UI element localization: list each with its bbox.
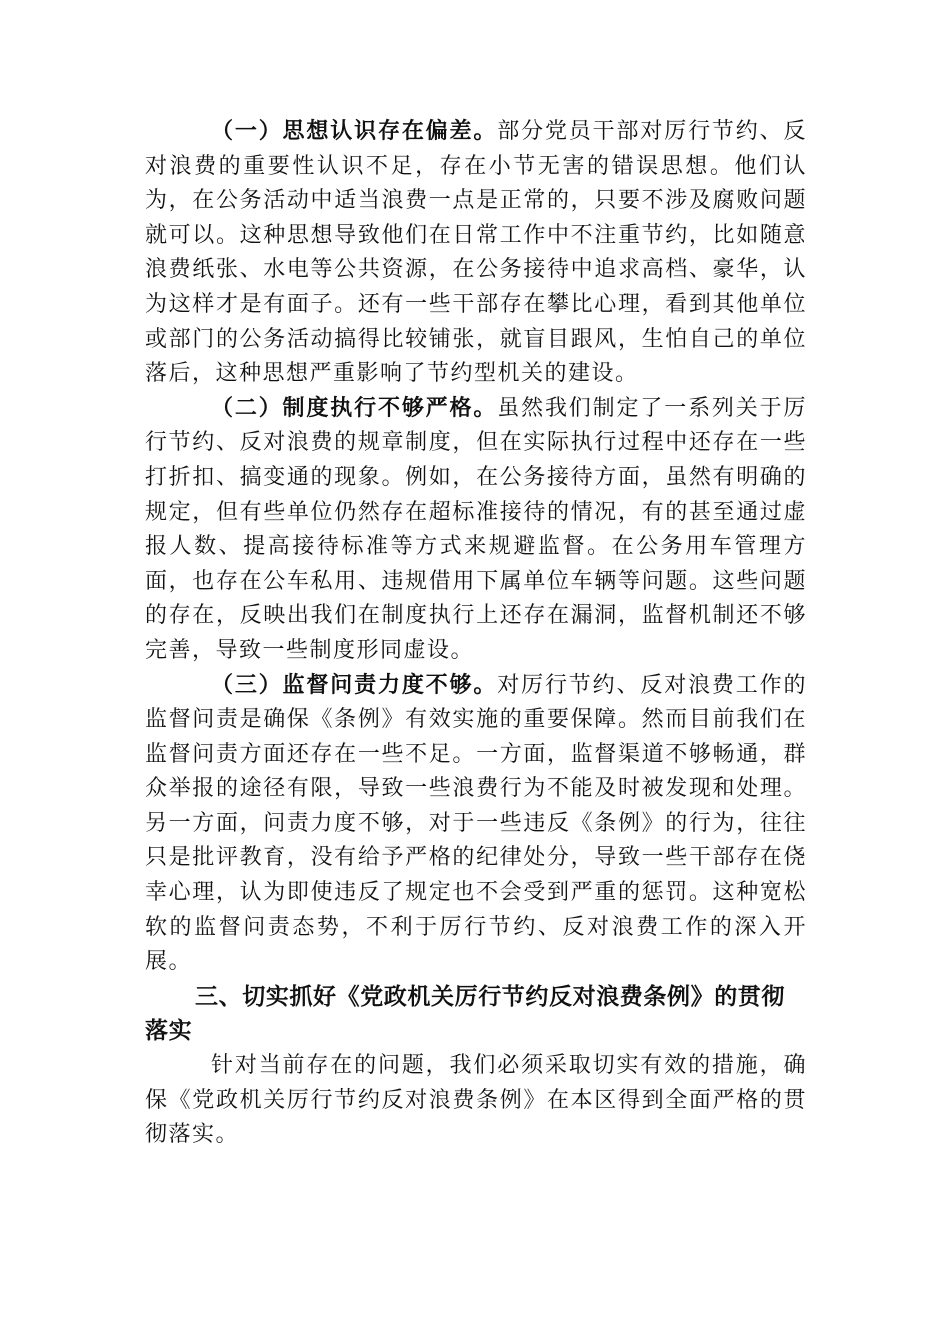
section-heading: 三、切实抓好《党政机关厉行节约反对浪费条例》的贯彻落实 <box>145 983 785 1045</box>
paragraph-text: 对厉行节约、反对浪费工作的监督问责是确保《条例》有效实施的重要保障。然而目前我们在监督问责方面还存在一些不足。一方面，监督渠道不够畅通，群众举报的途径有限，导致一些浪费行为不能及时被发现和处理。另一方面，问责力度不够，对于一些违反《条例》的行为，往往只是批评教育，没有给予严格的纪律处分，导致一些干部存在侥幸心理，认为即使违反了规定也不会受到严重的惩罚。这种宽松软的监督问责态势，不利于厉行节约、反对浪费工作的深入开展。 <box>145 672 807 975</box>
paragraph-system-enforcement <box>145 392 807 669</box>
paragraph-supervision-accountability <box>145 669 807 980</box>
paragraph-text: 虽然我们制定了一系列关于厉行节约、反对浪费的规章制度，但在实际执行过程中还存在一些打折扣、搞变通的现象。例如，在公务接待方面，虽然有明确的规定，但有些单位仍然存在超标准接待的情况，有的甚至通过虚报人数、提高接待标准等方式来规避监督。在公务用车管理方面，也存在公车私用、违规借用下属单位车辆等问题。这些问题的存在，反映出我们在制度执行上还存在漏洞，监督机制还不够完善，导致一些制度形同虚设。 <box>145 395 807 663</box>
paragraph-lead: （三）监督问责力度不够。 <box>211 672 498 698</box>
paragraph-text: 部分党员干部对厉行节约、反对浪费的重要性认识不足，存在小节无害的错误思想。他们认为，在公务活动中适当浪费一点是正常的，只要不涉及腐败问题就可以。这种思想导致他们在日常工作中不注重节约，比如随意浪费纸张、水电等公共资源，在公务接待中追求高档、豪华，认为这样才是有面子。还有一些干部存在攀比心理，看到其他单位或部门的公务活动搞得比较铺张，就盲目跟风，生怕自己的单位落后，这种思想严重影响了节约型机关的建设。 <box>145 119 807 387</box>
paragraph-ideological-deviation <box>145 115 807 392</box>
paragraph-lead: （二）制度执行不够严格。 <box>211 395 498 421</box>
paragraph-closing: 针对当前存在的问题，我们必须采取切实有效的措施，确保《党政机关厉行节约反对浪费条例》在本区得到全面严格的贯彻落实。 <box>145 1053 807 1148</box>
document-body <box>145 115 807 1153</box>
paragraph-lead: （一）思想认识存在偏差。 <box>211 119 498 144</box>
